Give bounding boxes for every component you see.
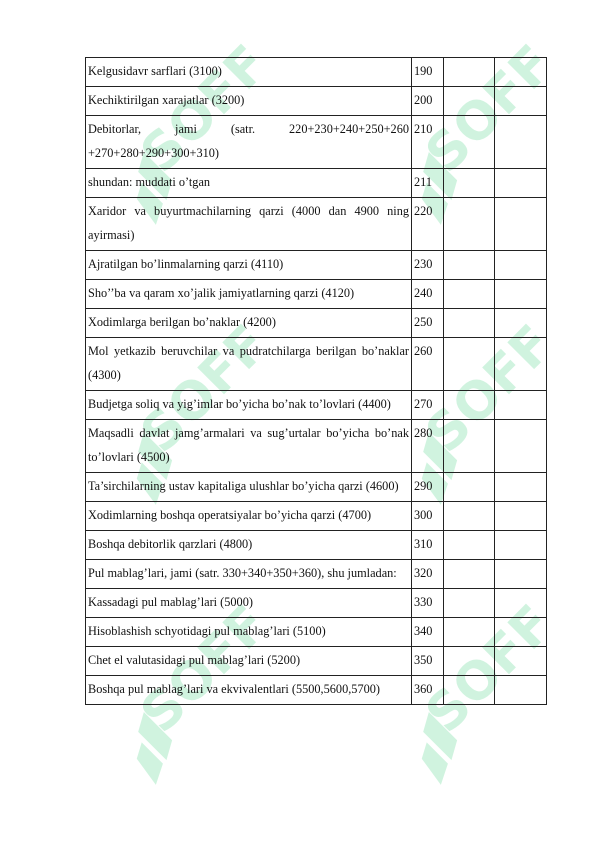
row-code-cell: 220 bbox=[412, 198, 444, 251]
table-row bbox=[86, 169, 547, 198]
row-name-cell: Xodimlarning boshqa operatsiyalar bo’yicha qarzi (4700) bbox=[86, 502, 412, 531]
row-code-cell: 260 bbox=[412, 338, 444, 391]
row-value-cell bbox=[495, 589, 547, 618]
row-code-cell: 270 bbox=[412, 391, 444, 420]
row-code-cell: 350 bbox=[412, 647, 444, 676]
row-value-cell bbox=[495, 560, 547, 589]
row-value-cell bbox=[444, 198, 495, 251]
row-value-cell bbox=[495, 87, 547, 116]
table-row bbox=[86, 391, 547, 420]
row-name-cell: Xodimlarga berilgan bo’naklar (4200) bbox=[86, 309, 412, 338]
row-value-cell bbox=[495, 169, 547, 198]
row-code-cell: 250 bbox=[412, 309, 444, 338]
row-value-cell bbox=[495, 502, 547, 531]
row-value-cell bbox=[444, 647, 495, 676]
row-code-cell: 200 bbox=[412, 87, 444, 116]
table-row bbox=[86, 647, 547, 676]
row-value-cell bbox=[444, 338, 495, 391]
row-name-cell: Debitorlar, jami (satr. 220+230+240+250+260 +270+280+290+300+310) bbox=[86, 116, 412, 169]
row-value-cell bbox=[444, 87, 495, 116]
row-value-cell bbox=[495, 391, 547, 420]
row-value-cell bbox=[444, 531, 495, 560]
table-row bbox=[86, 58, 547, 87]
row-code-cell: 300 bbox=[412, 502, 444, 531]
row-name-cell: Kassadagi pul mablag’lari (5000) bbox=[86, 589, 412, 618]
row-code-cell: 330 bbox=[412, 589, 444, 618]
row-value-cell bbox=[495, 116, 547, 169]
row-value-cell bbox=[444, 391, 495, 420]
row-value-cell bbox=[444, 618, 495, 647]
row-code-cell: 310 bbox=[412, 531, 444, 560]
watermark-text: SOFF bbox=[129, 600, 260, 745]
row-name-cell: Pul mablag’lari, jami (satr. 330+340+350+360), shu jumladan: bbox=[86, 560, 412, 589]
row-name-cell: Boshqa pul mablag’lari va ekvivalentlari (5500,5600,5700) bbox=[86, 676, 412, 705]
row-value-cell bbox=[444, 420, 495, 473]
row-value-cell bbox=[444, 309, 495, 338]
row-code-cell: 360 bbox=[412, 676, 444, 705]
row-name-cell: Boshqa debitorlik qarzlari (4800) bbox=[86, 531, 412, 560]
row-name-cell: Maqsadli davlat jamg’armalari va sug’urtalar bo’yicha bo’nak to’lovlari (4500) bbox=[86, 420, 412, 473]
row-value-cell bbox=[495, 473, 547, 502]
row-name-cell: Hisoblashish schyotidagi pul mablag’lari (5100) bbox=[86, 618, 412, 647]
row-value-cell bbox=[444, 502, 495, 531]
row-value-cell bbox=[495, 251, 547, 280]
row-value-cell bbox=[495, 618, 547, 647]
row-code-cell: 340 bbox=[412, 618, 444, 647]
row-name-cell: Ta’sirchilarning ustav kapitaliga ulushlar bo’yicha qarzi (4600) bbox=[86, 473, 412, 502]
watermark-text: SOFF bbox=[414, 600, 545, 745]
table-row bbox=[86, 116, 547, 169]
watermark-text: SOFF bbox=[414, 40, 545, 185]
row-value-cell bbox=[444, 280, 495, 309]
row-value-cell bbox=[495, 420, 547, 473]
row-code-cell: 320 bbox=[412, 560, 444, 589]
row-name-cell: Kechiktirilgan xarajatlar (3200) bbox=[86, 87, 412, 116]
row-code-cell: 230 bbox=[412, 251, 444, 280]
table-row bbox=[86, 251, 547, 280]
row-value-cell bbox=[495, 647, 547, 676]
table-row bbox=[86, 309, 547, 338]
row-code-cell: 290 bbox=[412, 473, 444, 502]
row-name-cell: Sho’’ba va qaram xo’jalik jamiyatlarning qarzi (4120) bbox=[86, 280, 412, 309]
watermark-text: SOFF bbox=[129, 320, 260, 465]
row-value-cell bbox=[495, 338, 547, 391]
row-value-cell bbox=[495, 676, 547, 705]
row-value-cell bbox=[444, 473, 495, 502]
table-row bbox=[86, 198, 547, 251]
row-name-cell: Chet el valutasidagi pul mablag’lari (5200) bbox=[86, 647, 412, 676]
row-code-cell: 280 bbox=[412, 420, 444, 473]
row-value-cell bbox=[495, 531, 547, 560]
row-value-cell bbox=[444, 560, 495, 589]
watermark-text: SOFF bbox=[129, 40, 260, 185]
row-code-cell: 240 bbox=[412, 280, 444, 309]
table-row bbox=[86, 589, 547, 618]
row-name-cell: Kelgusidavr sarflari (3100) bbox=[86, 58, 412, 87]
table-row bbox=[86, 676, 547, 705]
row-name-cell: Xaridor va buyurtmachilarning qarzi (4000 dan 4900 ning ayirmasi) bbox=[86, 198, 412, 251]
table-row bbox=[86, 420, 547, 473]
row-value-cell bbox=[495, 198, 547, 251]
row-code-cell: 210 bbox=[412, 116, 444, 169]
row-value-cell bbox=[495, 58, 547, 87]
table-row bbox=[86, 338, 547, 391]
table-row bbox=[86, 560, 547, 589]
table-row bbox=[86, 473, 547, 502]
row-value-cell bbox=[444, 58, 495, 87]
row-name-cell: Mol yetkazib beruvchilar va pudratchilarga berilgan bo’naklar (4300) bbox=[86, 338, 412, 391]
row-value-cell bbox=[444, 251, 495, 280]
table-row bbox=[86, 502, 547, 531]
watermark-text: SOFF bbox=[414, 320, 545, 465]
row-name-cell: Budjetga soliq va yig’imlar bo’yicha bo’nak to’lovlari (4400) bbox=[86, 391, 412, 420]
row-code-cell: 190 bbox=[412, 58, 444, 87]
row-value-cell bbox=[495, 309, 547, 338]
row-code-cell: 211 bbox=[412, 169, 444, 198]
row-name-cell: shundan: muddati o’tgan bbox=[86, 169, 412, 198]
row-value-cell bbox=[444, 589, 495, 618]
table-row bbox=[86, 87, 547, 116]
row-name-cell: Ajratilgan bo’linmalarning qarzi (4110) bbox=[86, 251, 412, 280]
row-value-cell bbox=[444, 676, 495, 705]
table-row bbox=[86, 531, 547, 560]
table-row bbox=[86, 618, 547, 647]
table-row bbox=[86, 280, 547, 309]
balance-table bbox=[85, 57, 547, 705]
row-value-cell bbox=[495, 280, 547, 309]
row-value-cell bbox=[444, 169, 495, 198]
row-value-cell bbox=[444, 116, 495, 169]
